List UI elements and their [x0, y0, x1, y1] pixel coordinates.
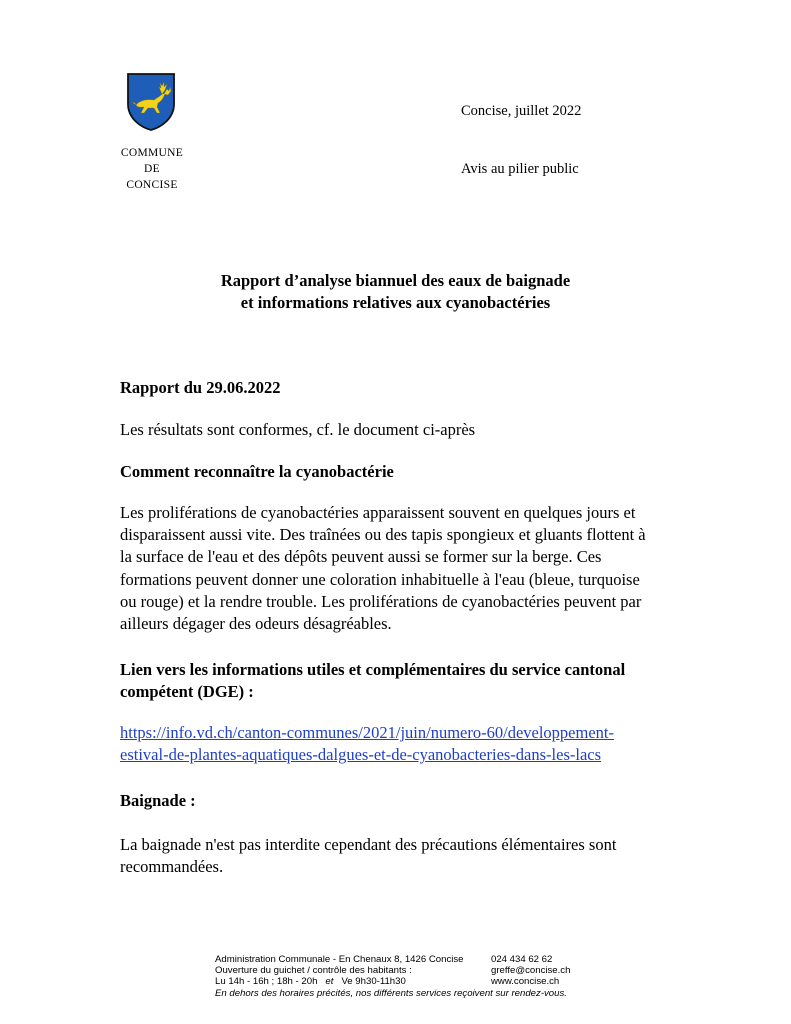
report-result: Les résultats sont conformes, cf. le document ci-après [120, 420, 476, 439]
commune-line: DE [144, 163, 160, 175]
report-heading: Rapport du 29.06.2022 [120, 378, 281, 397]
links-heading-line-1: Lien vers les informations utiles et complémentaires du service cantonal [120, 660, 626, 679]
place-date: Concise, juillet 2022 [461, 103, 582, 119]
recognize-heading: Comment reconnaître la cyanobactérie [120, 462, 394, 481]
footer-counter-label: Ouverture du guichet / contrôle des habitants : [215, 965, 412, 977]
dge-link-block [120, 722, 680, 766]
footer-address: Administration Communale - En Chenaux 8, 1426 Concise [215, 954, 464, 965]
dge-link-line-1[interactable]: https://info.vd.ch/canton-communes/2021/juin/numero-60/developpement- [120, 723, 614, 742]
notice-label: Avis au pilier public [461, 161, 579, 177]
links-heading [120, 659, 625, 703]
title-line-2: et informations relatives aux cyanobactéries [240, 293, 551, 312]
footer-email[interactable]: greffe@concise.ch [491, 965, 571, 977]
footer-website[interactable]: www.concise.ch [491, 976, 560, 988]
bathing-line-1: La baignade n'est pas interdite cependant des précautions élémentaires sont [120, 835, 617, 854]
footer-appointment-note: En dehors des horaires précités, nos différents services reçoivent sur rendez-vous. [215, 987, 567, 999]
footer-hours-weekday: Lu 14h - 16h ; 18h - 20h [215, 976, 318, 988]
concise-coat-of-arms-icon [126, 72, 176, 132]
commune-line: COMMUNE [120, 147, 184, 159]
dge-link[interactable] [120, 723, 614, 764]
bathing-line-2: recommandées. [120, 857, 224, 877]
bathing-paragraph [120, 834, 680, 878]
footer-hours-friday: Ve 9h30-11h30 [341, 976, 406, 988]
document-title [0, 270, 791, 314]
footer-hours-et: et [325, 976, 334, 988]
dge-link-line-2[interactable]: estival-de-plantes-aquatiques-dalgues-et-de-cyanobacteries-dans-les-lacs [120, 745, 602, 765]
paragraph-line: disparaissent aussi vite. Des traînées ou des tapis spongieux et gluants flottent à [120, 525, 646, 545]
commune-name [112, 145, 192, 193]
bathing-heading: Baignade : [120, 791, 196, 810]
paragraph-line: ailleurs dégager des odeurs désagréables. [120, 614, 392, 634]
paragraph-line: la surface de l'eau et des dépôts peuvent aussi se former sur la berge. Ces [120, 547, 602, 567]
footer [215, 954, 595, 999]
paragraph-line: ou rouge) et la rendre trouble. Les proliférations de cyanobactéries peuvent par [120, 591, 642, 611]
commune-line: CONCISE [126, 179, 178, 191]
title-line-1: Rapport d’analyse biannuel des eaux de baignade [220, 271, 571, 290]
paragraph-line: formations peuvent donner une coloration inhabituelle à l'eau (bleue, turquoise [120, 569, 640, 589]
links-heading-line-2: compétent (DGE) : [120, 682, 254, 701]
footer-phone: 024 434 62 62 [491, 954, 553, 965]
paragraph-line: Les proliférations de cyanobactéries apparaissent souvent en quelques jours et [120, 503, 636, 522]
recognize-paragraph [120, 502, 680, 635]
